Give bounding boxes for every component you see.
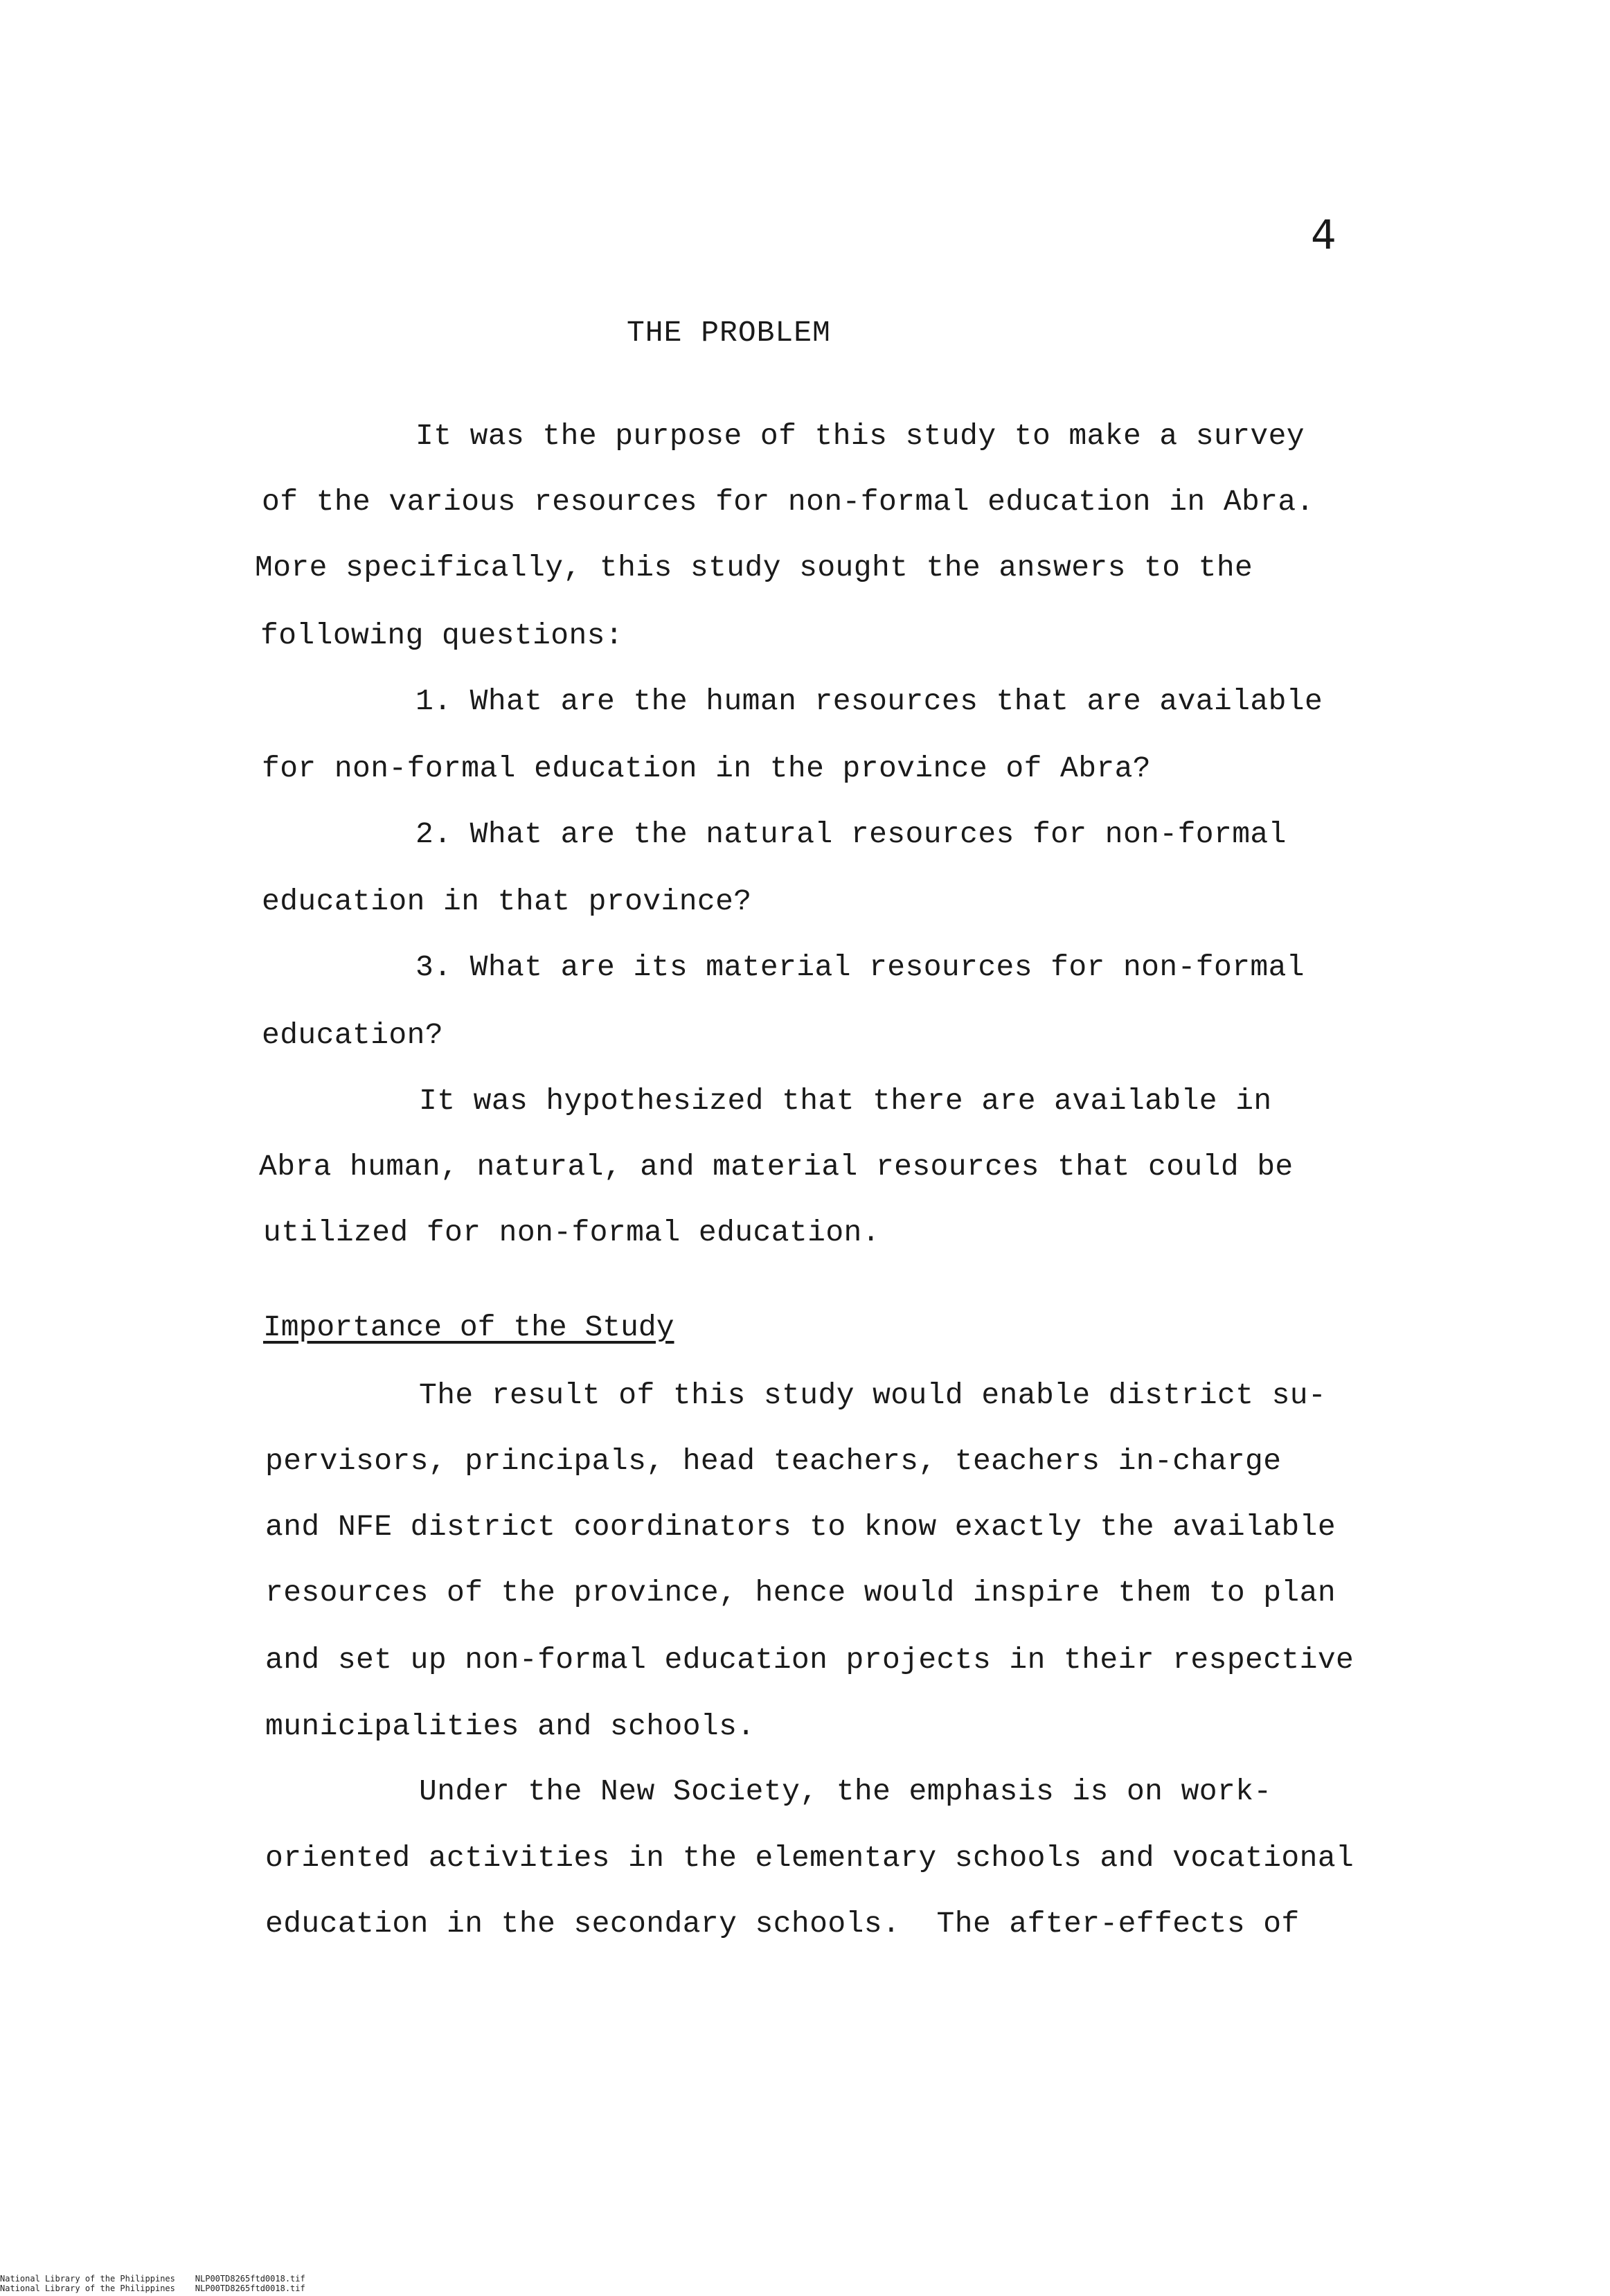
text-line: pervisors, principals, head teachers, teachers in-charge bbox=[265, 1444, 1282, 1478]
text-line: 3. What are its material resources for non-formal bbox=[415, 950, 1305, 984]
text-line: education? bbox=[262, 1018, 444, 1052]
section-heading: Importance of the Study bbox=[263, 1310, 674, 1344]
text-line: Under the New Society, the emphasis is on work- bbox=[419, 1774, 1272, 1808]
text-line: resources of the province, hence would inspire them to plan bbox=[265, 1576, 1336, 1610]
text-line: of the various resources for non-formal education in Abra. bbox=[262, 485, 1314, 519]
text-line: 1. What are the human resources that are available bbox=[415, 684, 1323, 718]
page-number: 4 bbox=[1311, 211, 1336, 258]
footer-line bbox=[0, 2274, 305, 2284]
text-line: education in that province? bbox=[262, 884, 752, 918]
text-line: 2. What are the natural resources for non-formal bbox=[415, 817, 1287, 851]
text-line: municipalities and schools. bbox=[265, 1709, 755, 1743]
text-line: It was the purpose of this study to make a survey bbox=[415, 419, 1305, 453]
footer-library: National Library of the Philippines bbox=[0, 2284, 175, 2293]
footer-filename: NLP00TD8265ftd0018.tif bbox=[195, 2284, 305, 2293]
text-line: More specifically, this study sought the answers to the bbox=[255, 551, 1253, 585]
text-line: utilized for non-formal education. bbox=[263, 1216, 880, 1249]
text-line: oriented activities in the elementary schools and vocational bbox=[265, 1841, 1354, 1875]
text-line: It was hypothesized that there are available in bbox=[419, 1084, 1272, 1118]
text-line: for non-formal education in the province of Abra? bbox=[262, 751, 1152, 785]
text-line: The result of this study would enable district su- bbox=[419, 1378, 1327, 1412]
footer-line bbox=[0, 2284, 305, 2293]
footer-library: National Library of the Philippines bbox=[0, 2274, 175, 2284]
text-line: and set up non-formal education projects in their respective bbox=[265, 1643, 1354, 1677]
page-title: THE PROBLEM bbox=[627, 316, 831, 350]
text-line: Abra human, natural, and material resources that could be bbox=[259, 1150, 1294, 1184]
text-line: education in the secondary schools. The after-effects of bbox=[265, 1907, 1300, 1941]
text-line: following questions: bbox=[260, 619, 624, 652]
footer-filename: NLP00TD8265ftd0018.tif bbox=[195, 2274, 305, 2284]
text-line: and NFE district coordinators to know exactly the available bbox=[265, 1510, 1336, 1544]
